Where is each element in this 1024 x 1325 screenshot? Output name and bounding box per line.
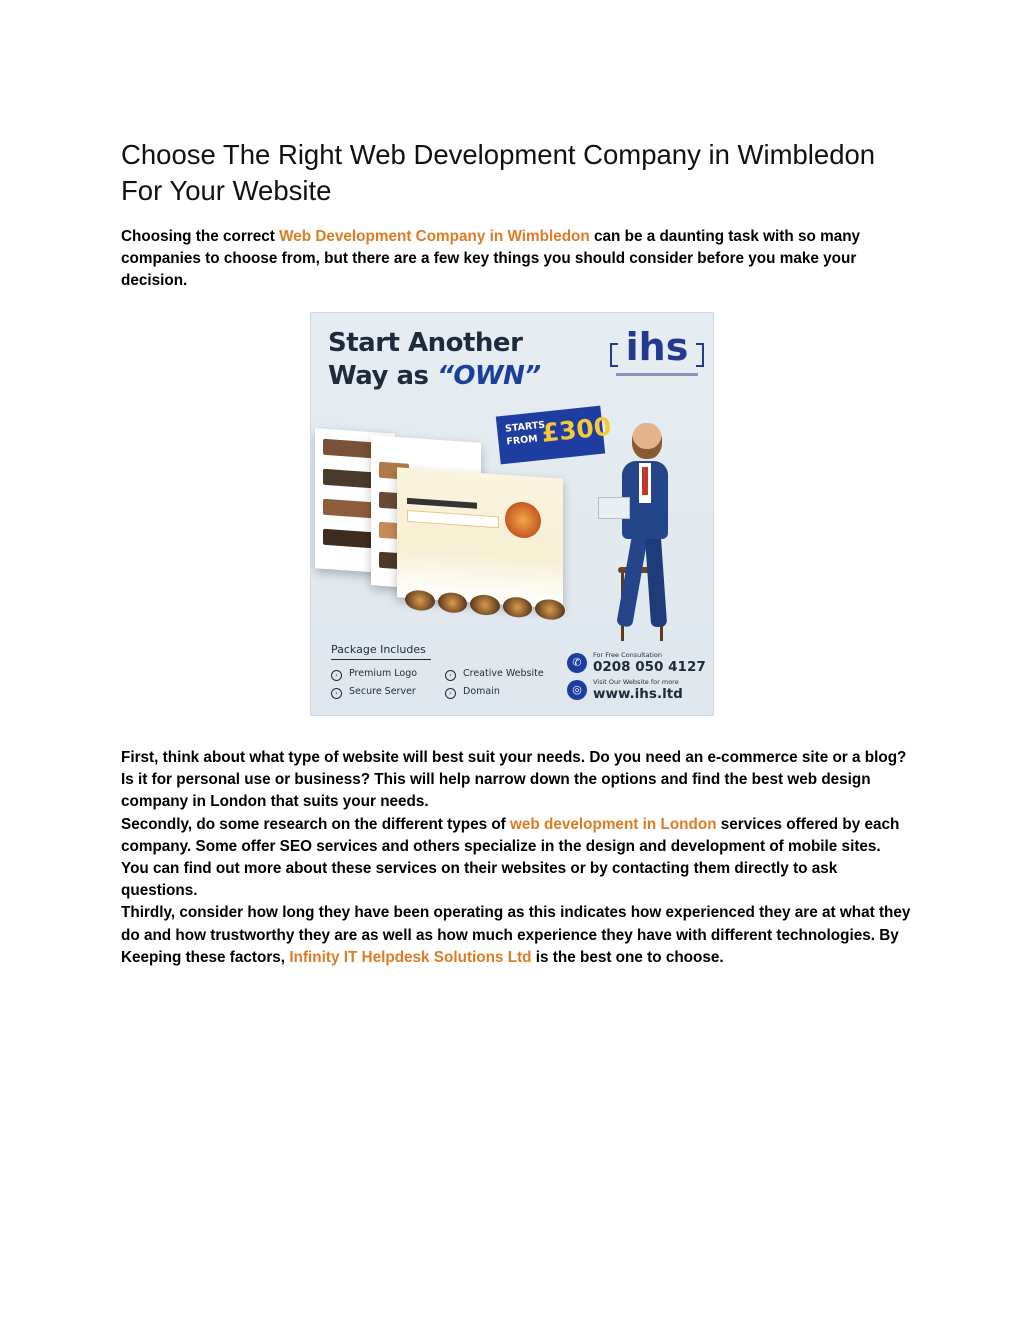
- food-thumbnail: [405, 589, 435, 611]
- paragraph-experience: [121, 902, 911, 969]
- article-body: [121, 747, 911, 969]
- package-item: › Creative Website: [445, 668, 544, 681]
- logo-tagline-bar: [616, 373, 698, 376]
- banner-headline-line1: Start Another: [328, 328, 523, 358]
- mockup-hero-text: [407, 498, 477, 509]
- paragraph-research: [121, 814, 911, 903]
- food-thumbnail: [503, 596, 533, 618]
- infinity-it-helpdesk-link[interactable]: Infinity IT Helpdesk Solutions Ltd: [289, 948, 532, 966]
- promo-banner-image: [310, 312, 714, 716]
- food-thumbnail: [470, 594, 500, 616]
- chevron-circle-icon: ›: [445, 670, 456, 681]
- web-development-wimbledon-link[interactable]: Web Development Company in Wimbledon: [279, 228, 590, 245]
- banner-headline-own: “OWN”: [437, 361, 541, 391]
- consult-label: For Free Consultation: [593, 651, 663, 659]
- food-thumbnail: [438, 592, 468, 614]
- chevron-circle-icon: ›: [445, 688, 456, 699]
- logo-mark: ihs: [625, 325, 689, 369]
- price-from-text: FROM: [505, 433, 539, 448]
- phone-icon: ✆: [567, 653, 587, 673]
- laptop-icon: [598, 497, 630, 519]
- package-item: › Premium Logo: [331, 668, 417, 681]
- intro-text-after: can be a daunting task with so many companies to choose from, but there are a few key things you should consider before you make your decision.: [121, 228, 861, 290]
- mockup-search-box: [407, 510, 499, 528]
- food-thumbnail: [535, 599, 565, 621]
- businessman-illustration: [596, 423, 696, 643]
- page-title: Choose The Right Web Development Company in Wimbledon For Your Website: [121, 139, 876, 206]
- price-starts-text: STARTS: [504, 419, 546, 435]
- logo-bracket-right: [696, 343, 704, 367]
- web-development-london-link[interactable]: web development in London: [510, 815, 717, 833]
- price-badge: [496, 406, 613, 465]
- website-mockup-front: [397, 467, 563, 609]
- paragraph2-before: Secondly, do some research on the different types of: [121, 815, 511, 833]
- food-dish-icon: [505, 501, 541, 540]
- globe-icon: ◎: [567, 680, 587, 700]
- package-title: Package Includes: [331, 643, 426, 656]
- paragraph2-after: services offered by each company. Some offer SEO services and others specialize in the design and development of mobile sites. You can find out more about these services on their websites or by contacting them directly to ask questions.: [121, 815, 900, 900]
- package-item: › Secure Server: [331, 686, 416, 699]
- chevron-circle-icon: ›: [331, 688, 342, 699]
- paragraph3-before: Thirdly, consider how long they have been operating as this indicates how experienced they are at what they do and how trustworthy they are as well as how much experience they have with different technologies. By Keeping these factors,: [121, 904, 911, 966]
- chevron-circle-icon: ›: [331, 670, 342, 681]
- price-amount: £300: [540, 411, 613, 448]
- ihs-logo: [608, 327, 706, 383]
- visit-label: Visit Our Website for more: [593, 678, 679, 686]
- package-item: › Domain: [445, 686, 500, 699]
- paragraph-website-type: First, think about what type of website will best suit your needs. Do you need an e-commerce site or a blog? Is it for personal use or business? This will help narrow down the options and find the best web design company in London that suits your needs.: [121, 749, 907, 811]
- intro-text-before: Choosing the correct: [121, 228, 280, 245]
- banner-headline-line2: Way as: [328, 361, 438, 391]
- website-url: www.ihs.ltd: [593, 686, 683, 702]
- phone-number: 0208 050 4127: [593, 659, 706, 675]
- intro-paragraph: [121, 226, 911, 293]
- package-underline: [331, 659, 431, 660]
- paragraph3-after: is the best one to choose.: [531, 948, 724, 966]
- banner-headline: [328, 327, 541, 393]
